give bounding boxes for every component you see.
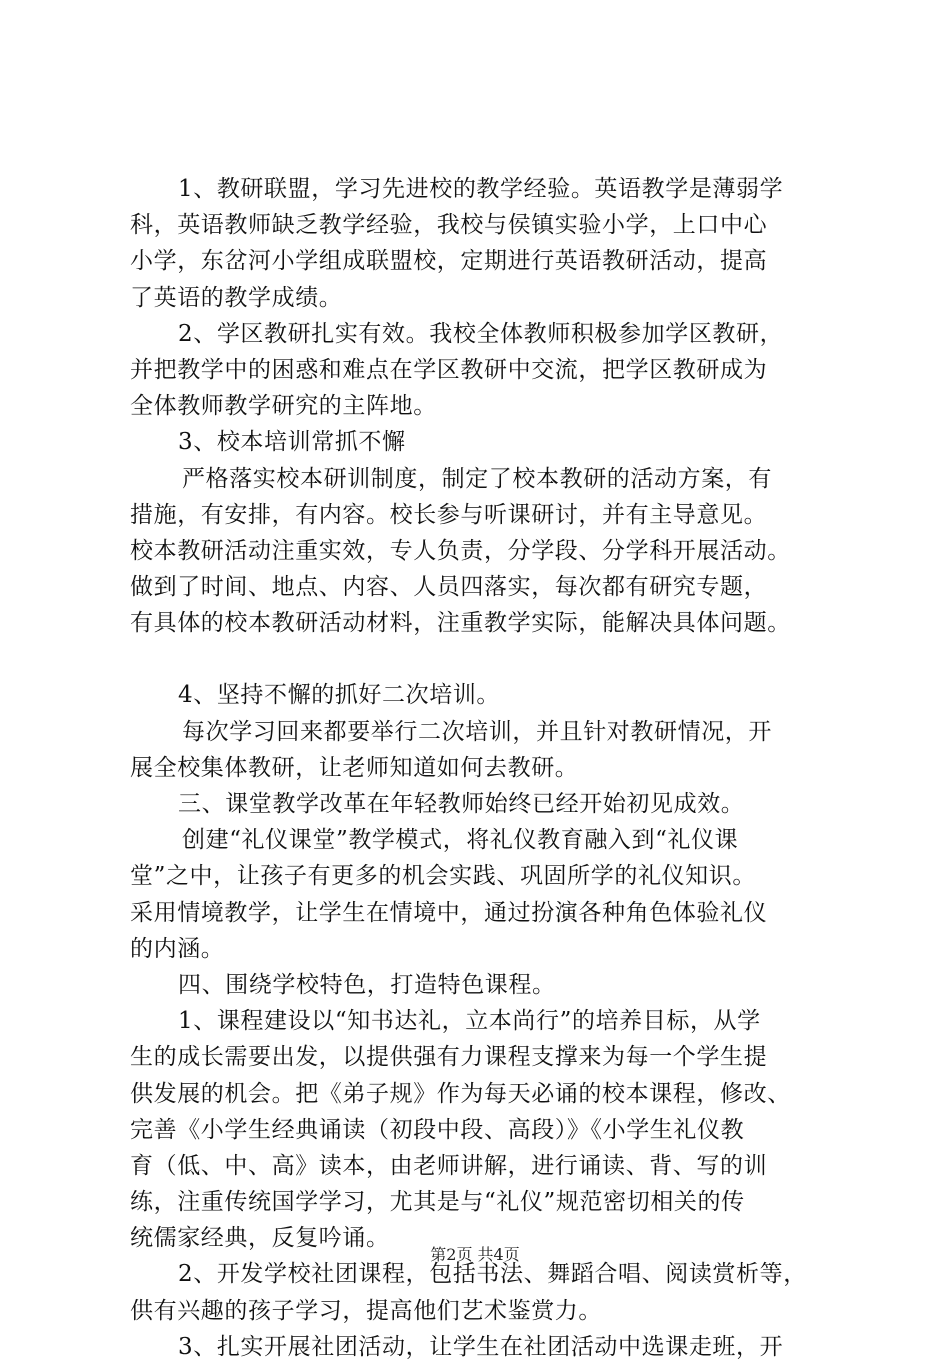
paragraph-line: 3、扎实开展社团活动，让学生在社团活动中选课走班，开 [178,1333,784,1360]
paragraph-line: 堂”之中，让孩子有更多的机会实践、巩固所学的礼仪知识。 [130,863,756,890]
paragraph-line: 创建“礼仪课堂”教学模式，将礼仪教育融入到“礼仪课 [182,827,739,854]
paragraph-line: 练，注重传统国学学习，尤其是与“礼仪”规范密切相关的传 [130,1189,745,1216]
paragraph-line: 科，英语教师缺乏教学经验，我校与侯镇实验小学，上口中心 [130,212,768,239]
paragraph-line: 严格落实校本研训制度，制定了校本教研的活动方案，有 [182,465,772,492]
section-heading: 4、坚持不懈的抓好二次培训。 [178,682,501,709]
paragraph-line: 2、开发学校社团课程，包括书法、舞蹈合唱、阅读赏析等， [178,1261,807,1288]
paragraph-line: 生的成长需要出发，以提供强有力课程支撑来为每一个学生提 [130,1044,768,1071]
paragraph-line: 有具体的校本教研活动材料，注重教学实际，能解决具体问题。 [130,610,791,637]
section-heading: 三、课堂教学改革在年轻教师始终已经开始初见成效。 [178,791,745,817]
paragraph-line: 供有兴趣的孩子学习，提高他们艺术鉴赏力。 [130,1297,602,1324]
paragraph-line: 展全校集体教研，让老师知道如何去教研。 [130,754,579,781]
section-heading: 3、校本培训常抓不懈 [178,429,406,456]
paragraph-line: 1、教研联盟，学习先进校的教学经验。英语教学是薄弱学 [178,176,784,202]
document-body [130,171,830,1365]
paragraph-line: 措施，有安排，有内容。校长参与听课研讨，并有主导意见。 [130,501,768,528]
paragraph-line: 育（低、中、高》读本，由老师讲解，进行诵读、背、写的训 [130,1152,768,1179]
paragraph-line: 每次学习回来都要举行二次培训，并且针对教研情况，开 [182,718,772,745]
paragraph-line: 供发展的机会。把《弟子规》作为每天必诵的校本课程，修改、 [130,1080,791,1107]
paragraph-line: 了英语的教学成绩。 [130,284,343,311]
paragraph-line: 完善《小学生经典诵读（初段中段、高段）》《小学生礼仪教 [130,1116,745,1143]
paragraph-line: 校本教研活动注重实效，专人负责，分学段、分学科开展活动。 [130,537,791,564]
paragraph-line: 做到了时间、地点、内容、人员四落实，每次都有研究专题， [130,574,768,601]
paragraph-line: 并把教学中的困惑和难点在学区教研中交流，把学区教研成为 [130,356,768,383]
paragraph-line: 采用情境教学，让学生在情境中，通过扮演各种角色体验礼仪 [130,899,768,926]
paragraph-line: 2、学区教研扎实有效。我校全体教师积极参加学区教研， [178,320,784,347]
section-heading: 四、围绕学校特色，打造特色课程。 [178,971,556,998]
paragraph-line: 1、课程建设以“知书达礼，立本尚行”的培养目标，从学 [178,1008,761,1035]
paragraph-line: 全体教师教学研究的主阵地。 [130,393,437,420]
paragraph-line: 统儒家经典，反复吟诵。 [130,1225,390,1252]
page-footer: 第2页 共4页 [430,1245,520,1264]
paragraph-line: 的内涵。 [130,935,225,962]
paragraph-line: 小学，东岔河小学组成联盟校，定期进行英语教研活动，提高 [130,248,768,275]
paragraph-gap [130,641,830,677]
